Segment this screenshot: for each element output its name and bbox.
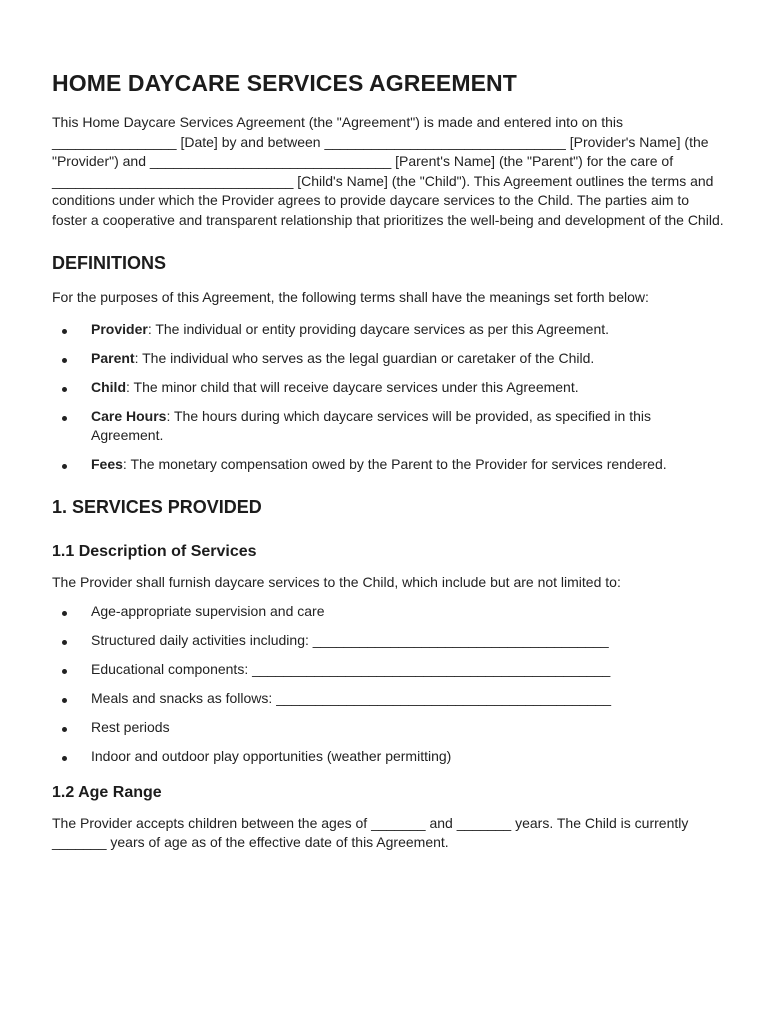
definitions-heading: DEFINITIONS xyxy=(52,253,167,273)
bullet-icon xyxy=(62,358,67,363)
definition-term: Child xyxy=(91,378,126,395)
bullet-icon xyxy=(62,727,67,732)
definition-item-child xyxy=(52,378,724,398)
service-item-text: Rest periods xyxy=(91,719,170,735)
definition-item-fees xyxy=(52,455,724,475)
definition-item-provider xyxy=(52,320,724,340)
bullet-icon xyxy=(62,387,67,392)
services-list xyxy=(52,602,724,767)
service-item xyxy=(52,660,724,680)
service-item-text: Structured daily activities including: ______________________________________ xyxy=(91,632,609,648)
definition-text: : The individual who serves as the legal guardian or caretaker of the Child. xyxy=(134,349,595,366)
definition-term: Provider xyxy=(91,320,148,337)
service-item xyxy=(52,689,724,709)
definition-text: : The individual or entity providing daycare services as per this Agreement. xyxy=(147,320,610,337)
definition-text: : The minor child that will receive daycare services under this Agreement. xyxy=(126,378,579,395)
description-heading: 1.1 Description of Services xyxy=(52,542,257,560)
document-title: HOME DAYCARE SERVICES AGREEMENT xyxy=(52,70,517,96)
bullet-icon xyxy=(62,640,67,645)
service-item-text: Meals and snacks as follows: ___________________________________________ xyxy=(91,690,611,706)
description-lead: The Provider shall furnish daycare services to the Child, which include but are not limited to: xyxy=(52,573,621,590)
definitions-lead: For the purposes of this Agreement, the following terms shall have the meanings set forth below: xyxy=(52,289,649,305)
bullet-icon xyxy=(62,669,67,674)
document-page xyxy=(52,70,724,853)
age-range-heading: 1.2 Age Range xyxy=(52,783,162,801)
service-item xyxy=(52,602,724,622)
services-heading: 1. SERVICES PROVIDED xyxy=(52,496,262,517)
bullet-icon xyxy=(62,756,67,761)
definition-item-parent xyxy=(52,349,724,369)
intro-paragraph: This Home Daycare Services Agreement (the "Agreement") is made and entered into on this ________________ [Date] by and between _______________________________ [Provider's Name] (the "Provider") and _______________________________ [Parent's Name] (the "Parent") for the care of _______________________________ [Child's Name] (the "Child"). This Agreement outlines the terms and conditions under which the Provider agrees to provide daycare services to the Child. The parties aim to foster a cooperative and transparent relationship that prioritizes the well-being and development of the Child. xyxy=(52,114,724,228)
service-item xyxy=(52,718,724,738)
bullet-icon xyxy=(62,611,67,616)
service-item-text: Indoor and outdoor play opportunities (weather permitting) xyxy=(91,748,452,764)
bullet-icon xyxy=(62,329,67,334)
definition-text: : The hours during which daycare services will be provided, as specified in this Agreement. xyxy=(91,407,652,443)
service-item-text: Educational components: ______________________________________________ xyxy=(91,661,611,677)
bullet-icon xyxy=(62,416,67,421)
definition-term: Parent xyxy=(91,349,135,366)
age-range-paragraph: The Provider accepts children between the ages of _______ and _______ years. The Child is currently _______ years of age as of the effective date of this Agreement. xyxy=(52,814,689,850)
definitions-list xyxy=(52,320,724,475)
definition-term: Fees xyxy=(91,456,123,472)
service-item xyxy=(52,747,724,767)
definition-term: Care Hours xyxy=(91,407,167,424)
bullet-icon xyxy=(62,464,67,469)
service-item-text: Age-appropriate supervision and care xyxy=(91,603,325,619)
service-item xyxy=(52,631,724,651)
definition-item-care-hours xyxy=(52,407,724,446)
bullet-icon xyxy=(62,698,67,703)
definition-text: : The monetary compensation owed by the Parent to the Provider for services rendered. xyxy=(122,456,667,472)
